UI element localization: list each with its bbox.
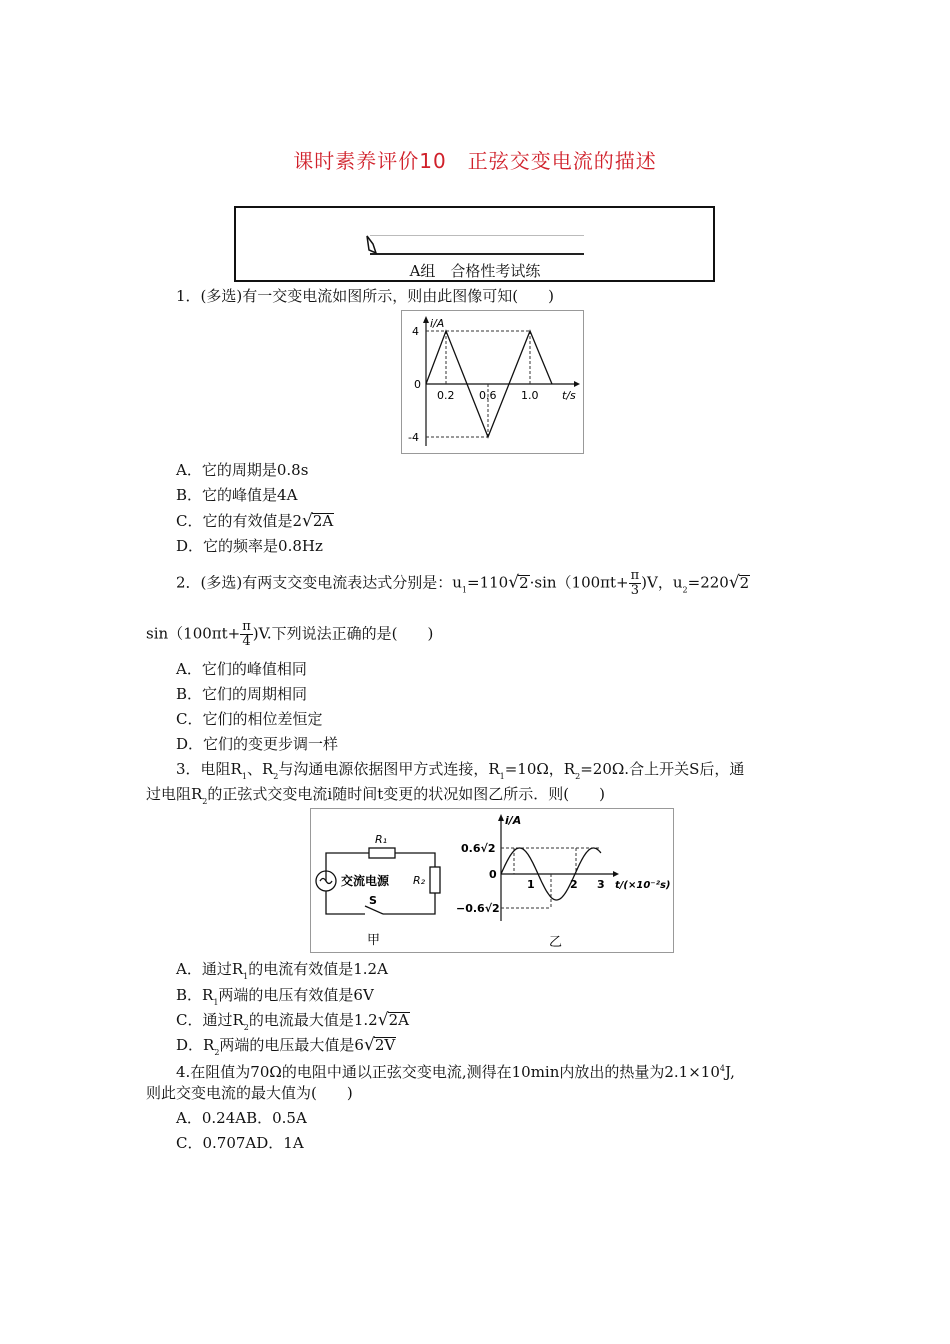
- q2-option-c: C．它们的相位差恒定: [176, 710, 323, 728]
- svg-text:4: 4: [412, 325, 419, 338]
- svg-text:甲: 甲: [367, 933, 381, 948]
- svg-text:交流电源: 交流电源: [341, 874, 390, 888]
- q2-option-b: B．它们的周期相同: [176, 685, 308, 703]
- svg-text:R₁: R₁: [375, 833, 388, 846]
- svg-text:-4: -4: [408, 431, 419, 444]
- q1-option-a: A．它的周期是0.8s: [176, 461, 309, 479]
- q3-option-d: D．$R_2$两端的电压最大值是6√2V: [176, 1035, 396, 1057]
- section-header-line-top: [370, 235, 584, 236]
- question-3-stem-cont: 过电阻$R_2$的正弦式交变电流i随时间t变更的状况如图乙所示．则( ): [146, 785, 605, 806]
- q4-options-row-2: C．0.707AD．1A: [176, 1134, 304, 1152]
- svg-text:R₂: R₂: [413, 874, 426, 887]
- q2-option-d: D．它们的变更步调一样: [176, 735, 339, 753]
- q1-option-c: C．它的有效值是2√2A: [176, 511, 334, 531]
- svg-text:0.2: 0.2: [437, 389, 455, 402]
- q3-option-b: B．$R_1$两端的电压有效值是6V: [176, 986, 374, 1007]
- question-4-stem: 4.在阻值为70Ω的电阻中通以正弦交变电流,测得在10min内放出的热量为$2.1\times 10^4J$,: [176, 1063, 735, 1081]
- q2-option-a: A．它们的峰值相同: [176, 660, 307, 678]
- question-1-stem: 1．(多选)有一交变电流如图所示，则由此图像可知( ): [176, 287, 554, 305]
- question-3-stem: 3．电阻$R_1$、$R_2$与沟通电源依据图甲方式连接，$R_1=10\Omega$，$R_2=20\Omega$.合上开关S后，通: [176, 760, 745, 781]
- svg-text:0.6√2: 0.6√2: [461, 842, 496, 855]
- svg-text:0: 0: [489, 868, 497, 881]
- section-label: A组 合格性考试练: [409, 262, 541, 280]
- q3-circuit-and-graph: [311, 809, 673, 952]
- page-title: 课时素养评价10 正弦交变电流的描述: [293, 149, 657, 173]
- svg-text:2: 2: [570, 878, 578, 891]
- svg-text:0.6: 0.6: [479, 389, 497, 402]
- svg-text:0: 0: [414, 378, 421, 391]
- svg-text:i/A: i/A: [505, 814, 522, 827]
- q3-option-a: A．通过$R_1$的电流有效值是1.2A: [176, 960, 388, 981]
- svg-text:乙: 乙: [549, 935, 563, 950]
- q3-figure: [310, 808, 674, 953]
- q1-y-axis-label: i/A: [430, 317, 445, 330]
- q1-option-d: D．它的频率是0.8Hz: [176, 537, 323, 555]
- q1-waveform-chart: [402, 311, 583, 453]
- q1-option-b: B．它的峰值是4A: [176, 486, 298, 504]
- question-2-stem-cont: sin（100πt+ $\frac{\pi}{4}$ )V.下列说法正确的是( ): [146, 619, 434, 649]
- svg-text:t/(×10⁻²s): t/(×10⁻²s): [615, 880, 671, 891]
- svg-text:−0.6√2: −0.6√2: [456, 902, 500, 915]
- svg-text:3: 3: [597, 878, 605, 891]
- q4-options-row-1: A．0.24AB．0.5A: [176, 1109, 307, 1127]
- q1-figure: [401, 310, 584, 454]
- q3-option-c: C．通过$R_2$的电流最大值是1.2√2A: [176, 1010, 409, 1032]
- svg-text:S: S: [369, 894, 377, 907]
- svg-text:1.0: 1.0: [521, 389, 539, 402]
- pencil-icon: [365, 234, 379, 256]
- svg-text:1: 1: [527, 878, 535, 891]
- question-4-stem-cont: 则此交变电流的最大值为( ): [146, 1084, 353, 1102]
- q1-x-axis-label: t/s: [562, 389, 576, 402]
- section-header-line: [370, 253, 584, 255]
- question-2-stem: 2．(多选)有两支交变电流表达式分别是：$u_1=110√2\cdot\sin(100\pi t+$ $\frac{\pi}{3}$ )V，$u_2=220√2$: [176, 568, 750, 598]
